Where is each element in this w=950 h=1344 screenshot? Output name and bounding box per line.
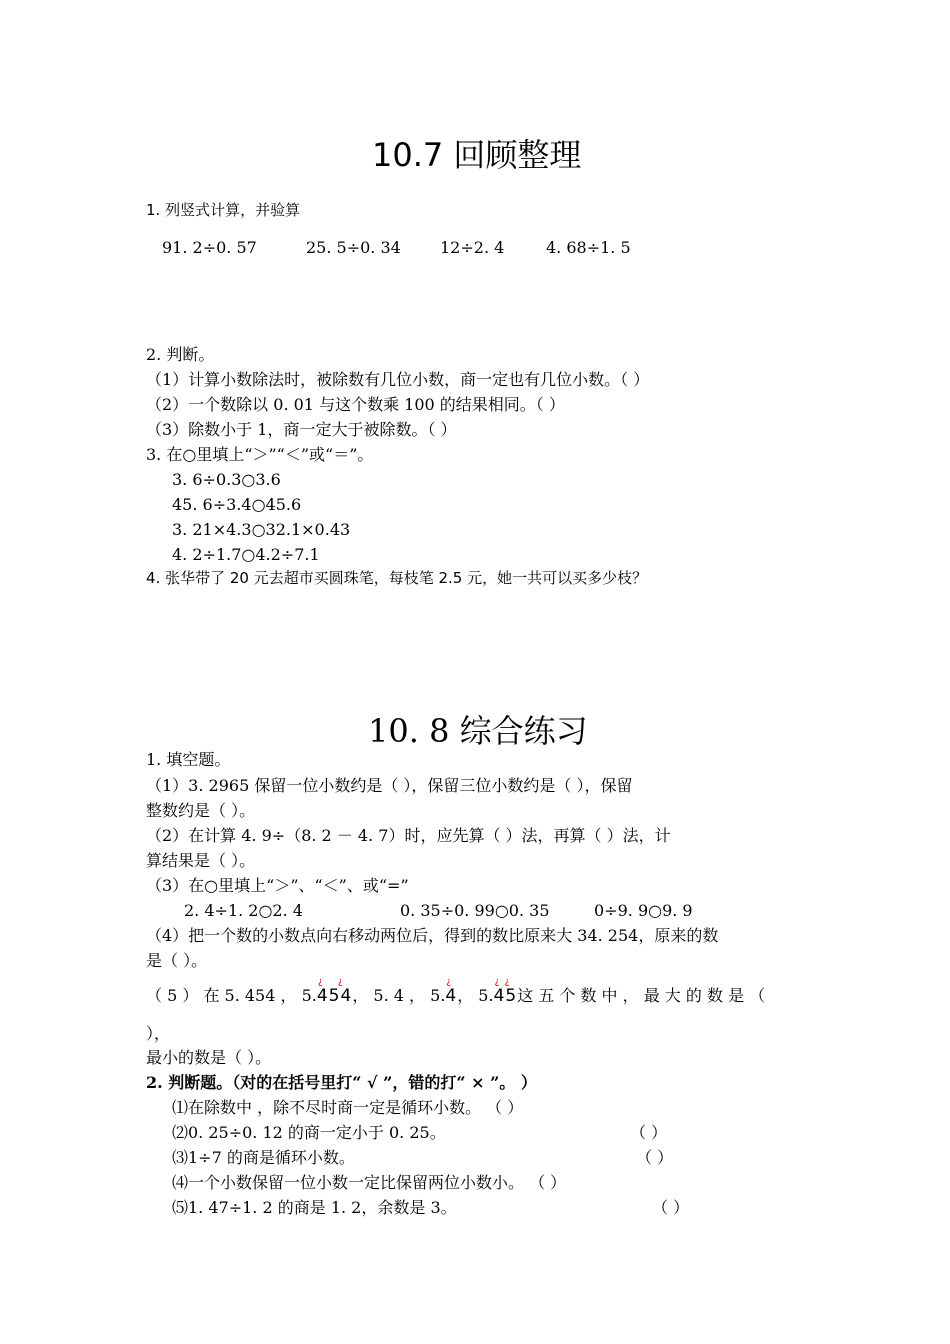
- fill-item-1-cont: 整数约是（ ）。: [146, 801, 256, 820]
- fill-label: 1. 填空题。: [146, 750, 231, 769]
- recurring-dot: ¿: [446, 977, 453, 987]
- judge2-item: ⑴在除数中 ，除不尽时商一定是循环小数。 （ ）: [172, 1098, 524, 1117]
- q3-label: 3. 在○里填上“＞”“＜”或“＝”。: [146, 445, 374, 464]
- compare-item: 4. 2÷1.7○4.2÷7.1: [172, 545, 320, 564]
- fill-item-3-compare: 0. 35÷0. 99○0. 35: [400, 901, 550, 920]
- recurring-decimal: ¿ ¿ 45: [494, 986, 518, 1006]
- judge2-item: ⑸1. 47÷1. 2 的商是 1. 2，余数是 3。: [172, 1198, 457, 1217]
- judge2-item: ⑷一个小数保留一位小数一定比保留两位小数小。 （ ）: [172, 1173, 567, 1192]
- recurring-decimal: ¿ 4: [445, 986, 457, 1006]
- recurring-dot: ¿: [317, 977, 324, 987]
- fill-item-1: （1）3. 2965 保留一位小数约是（ ），保留三位小数约是（ ），保留: [146, 776, 633, 795]
- section-title-10-7: 10.7 回顾整理: [372, 136, 582, 174]
- judge2-item: ⑶1÷7 的商是循环小数。: [172, 1148, 355, 1167]
- fill-item-3-compare: 2. 4÷1. 2○2. 4: [184, 901, 303, 920]
- judge2-label: 2. 判断题。（对的在括号里打“ √ ”，错的打“ × ”。 ）: [146, 1073, 537, 1092]
- fill-item-4: （4）把一个数的小数点向右移动两位后，得到的数比原来大 34. 254，原来的数: [146, 926, 719, 945]
- judge2-item: ⑵0. 25÷0. 12 的商一定小于 0. 25。: [172, 1123, 446, 1142]
- judge2-bracket: （ ）: [652, 1198, 690, 1217]
- fill-item-3-compare: 0÷9. 9○9. 9: [594, 901, 693, 920]
- compare-item: 3. 21×4.3○32.1×0.43: [172, 520, 351, 539]
- q1-label: 1. 列竖式计算，并验算: [146, 201, 301, 219]
- calc-item: 25. 5÷0. 34: [306, 238, 401, 257]
- judge-item: （1）计算小数除法时，被除数有几位小数，商一定也有几位小数。（ ）: [146, 370, 650, 389]
- compare-item: 3. 6÷0.3○3.6: [172, 470, 281, 489]
- judge-item: （2）一个数除以 0. 01 与这个数乘 100 的结果相同。（ ）: [146, 395, 565, 414]
- fill-item-5-prefix: （ 5 ） 在 5. 454 ， 5.: [146, 986, 317, 1005]
- fill-item-2-cont: 算结果是（ ）。: [146, 851, 256, 870]
- judge2-bracket: （ ）: [636, 1148, 674, 1167]
- recurring-decimal: ¿ ¿ 454: [317, 986, 352, 1006]
- fill-item-2: （2）在计算 4. 9÷（8. 2 － 4. 7）时，应先算（ ）法，再算（ ）法，计: [146, 826, 671, 845]
- judge2-bracket: （ ）: [630, 1123, 668, 1142]
- recurring-dot: ¿: [494, 977, 501, 987]
- calc-item: 4. 68÷1. 5: [546, 238, 631, 257]
- q2-label: 2. 判断。: [146, 345, 215, 364]
- fill-item-5-sep: ， 5.: [457, 986, 494, 1005]
- recurring-dot: ¿: [504, 977, 511, 987]
- fill-item-5-cont: 最小的数是（ ）。: [146, 1048, 272, 1067]
- calc-item: 12÷2. 4: [440, 238, 505, 257]
- fill-item-5-suffix: 这 五 个 数 中 ， 最 大 的 数 是 （: [517, 986, 766, 1005]
- fill-item-4-cont: 是（ ）。: [146, 951, 208, 970]
- fill-item-5-sep: ， 5. 4 ， 5.: [352, 986, 446, 1005]
- q4-word-problem: 4. 张华带了 20 元去超市买圆珠笔，每枝笔 2.5 元，她一共可以买多少枝？: [146, 569, 648, 587]
- judge-item: （3）除数小于 1，商一定大于被除数。（ ）: [146, 420, 457, 439]
- compare-item: 45. 6÷3.4○45.6: [172, 495, 302, 514]
- fill-item-5: [146, 977, 766, 1006]
- recurring-dot: ¿: [337, 977, 344, 987]
- calc-item: 91. 2÷0. 57: [162, 238, 257, 257]
- fill-item-3: （3）在○里填上“＞”、“＜”、或“=”: [146, 876, 409, 895]
- section-title-10-8: 10. 8 综合练习: [368, 712, 588, 750]
- fill-item-5-cont: ），: [146, 1024, 171, 1043]
